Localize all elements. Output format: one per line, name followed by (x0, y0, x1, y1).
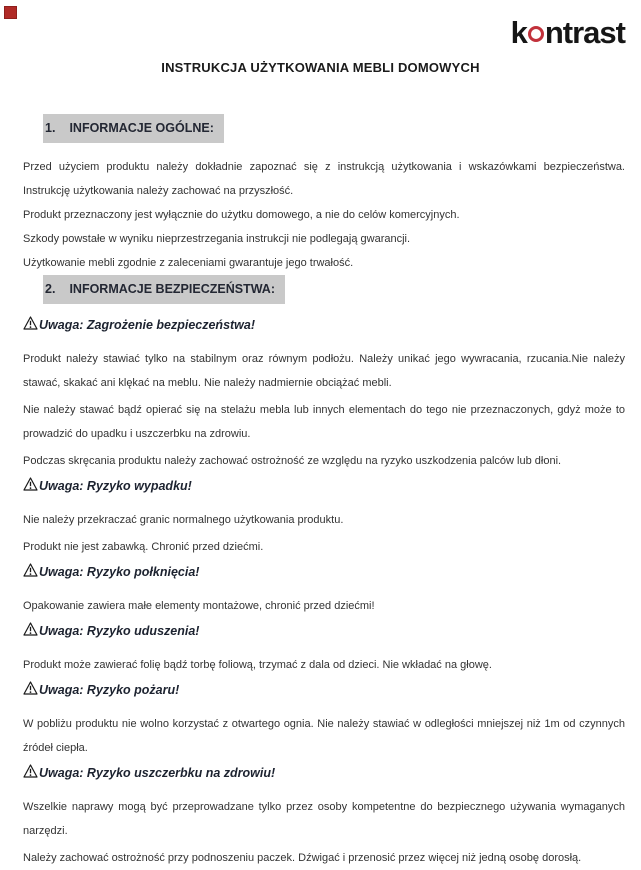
paragraph: Nie należy przekraczać granic normalnego użytkowania produktu. (23, 514, 344, 526)
warning-title (23, 681, 625, 700)
paragraph: Użytkowanie mebli zgodnie z zaleceniami gwarantuje jego trwałość. (23, 257, 354, 269)
warning-block (23, 316, 625, 473)
section1-heading (43, 114, 625, 143)
paragraph: Produkt nie jest zabawką. Chronić przed dziećmi. (23, 541, 264, 553)
paragraph: Opakowanie zawiera małe elementy montażowe, chronić przed dziećmi! (23, 600, 375, 612)
warning-title-label: Uwaga: Ryzyko pożaru! (39, 683, 180, 697)
warning-title-label: Uwaga: Ryzyko połknięcia! (39, 565, 200, 579)
warning-title-label: Uwaga: Ryzyko wypadku! (39, 479, 192, 493)
warning-title (23, 477, 625, 496)
paragraph: Nie należy stawać bądź opierać się na stelażu mebla lub innych elementach do tego nie przeznaczonych, gdyż może to prowadzić do upadku i uszczerbku na zdrowiu. (23, 404, 625, 440)
warning-triangle-icon (23, 622, 38, 641)
logo-text-prefix: k (510, 15, 527, 50)
warning-block (23, 681, 625, 760)
page-title: INSTRUKCJA UŻYTKOWANIA MEBLI DOMOWYCH (161, 60, 480, 75)
warning-triangle-icon (23, 563, 38, 582)
section2-heading (43, 275, 625, 304)
warning-block (23, 764, 625, 870)
warning-triangle-icon (23, 681, 38, 700)
section1-heading-label: INFORMACJE OGÓLNE: (69, 121, 214, 135)
paragraph: Podczas skręcania produktu należy zachować ostrożność ze względu na ryzyko uszkodzenia palców lub dłoni. (23, 455, 562, 467)
warning-triangle-icon (23, 764, 38, 783)
logo-text-suffix: ntrast (544, 15, 625, 50)
paragraph: Produkt przeznaczony jest wyłącznie do użytku domowego, a nie do celów komercyjnych. (23, 209, 460, 221)
warning-title (23, 563, 625, 582)
kontrast-logo (510, 15, 625, 50)
section1-paragraphs (23, 155, 625, 275)
section2-number: 2. (45, 282, 56, 296)
section2-heading-label: INFORMACJE BEZPIECZEŃSTWA: (69, 282, 275, 296)
section1-number: 1. (45, 121, 56, 135)
paragraph: Wszelkie naprawy mogą być przeprowadzane tylko przez osoby kompetentne do bezpiecznego używania wymaganych narzędzi. (23, 801, 625, 837)
paragraph: W pobliżu produktu nie wolno korzystać z otwartego ognia. Nie należy stawiać w odległości mniejszej niż 1m od czynnych źródeł ciepła. (23, 718, 625, 754)
warning-triangle-icon (23, 316, 38, 335)
warning-triangle-icon (23, 477, 38, 496)
warning-title-label: Uwaga: Ryzyko uduszenia! (39, 624, 200, 638)
logo-o-ring-icon (528, 26, 544, 42)
paragraph: Produkt może zawierać folię bądź torbę foliową, trzymać z dala od dzieci. Nie wkładać na głowę. (23, 659, 492, 671)
warning-title-label: Uwaga: Zagrożenie bezpieczeństwa! (39, 318, 256, 332)
warning-block (23, 563, 625, 618)
paragraph: Produkt należy stawiać tylko na stabilnym oraz równym podłożu. Należy unikać jego wywracania, rzucania.Nie należy stawać, skakać ani klękać na meblu. Nie należy nadmiernie obciążać mebli. (23, 353, 625, 389)
paragraph: Należy zachować ostrożność przy podnoszeniu paczek. Dźwigać i przenosić przez więcej niż jedną osobę dorosłą. (23, 852, 582, 864)
warning-block (23, 477, 625, 559)
red-placeholder-square (4, 6, 17, 19)
warning-title-label: Uwaga: Ryzyko uszczerbku na zdrowiu! (39, 766, 276, 780)
paragraph: Przed użyciem produktu należy dokładnie zapoznać się z instrukcją użytkowania i wskazówkami bezpieczeństwa. Instrukcję użytkowania należy zachować na przyszłość. (23, 161, 625, 197)
paragraph: Szkody powstałe w wyniku nieprzestrzegania instrukcji nie podlegają gwarancji. (23, 233, 411, 245)
warning-title (23, 764, 625, 783)
warning-title (23, 316, 625, 335)
warning-title (23, 622, 625, 641)
warning-block (23, 622, 625, 677)
